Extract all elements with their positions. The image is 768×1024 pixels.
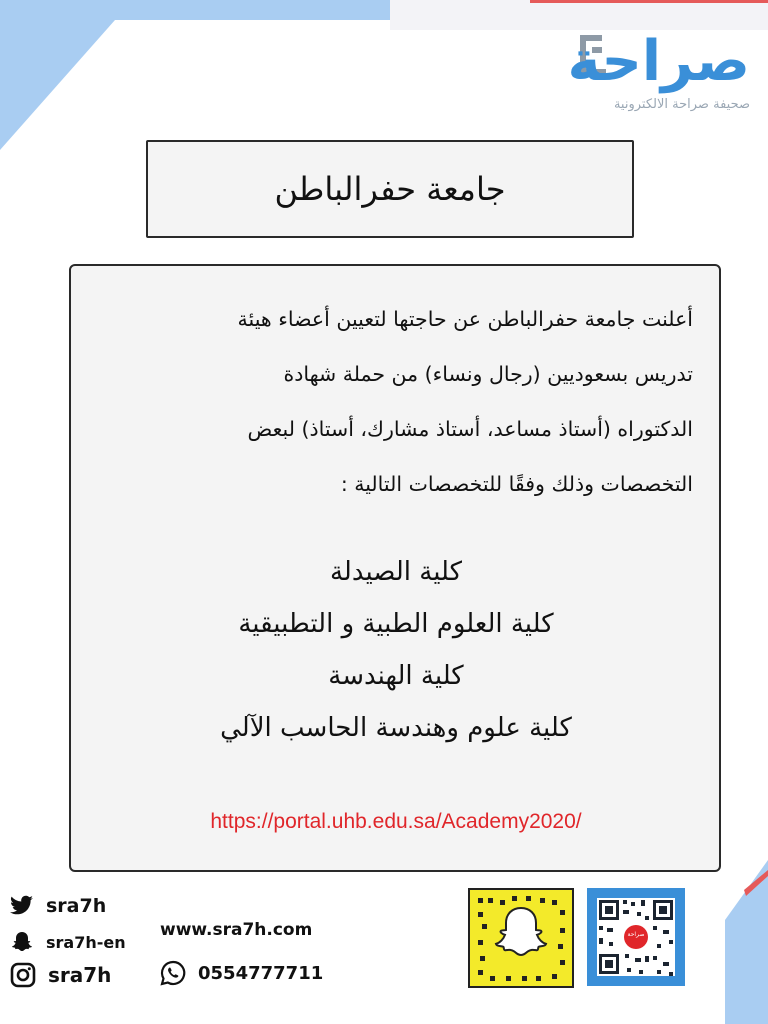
background-top-red-line (530, 0, 768, 3)
logo-tagline: صحيفة صراحة الالكترونية (613, 97, 750, 112)
instagram-row[interactable] (10, 962, 111, 988)
snapcode-icon (470, 890, 572, 986)
twitter-row[interactable] (10, 895, 106, 917)
website-qr-code[interactable] (587, 888, 685, 986)
title-box (146, 140, 634, 238)
website-url: www.sra7h.com (160, 920, 313, 940)
announcement-line: التخصصات وذلك وفقًا للتخصصات التالية : (340, 472, 693, 496)
announcement-line: تدريس بسعوديين (رجال ونساء) من حملة شهادة (283, 362, 693, 386)
college-item: كلية الهندسة (328, 661, 464, 691)
twitter-icon (10, 895, 34, 917)
logo-name: صراحة (567, 29, 750, 94)
announcement-line: أعلنت جامعة حفرالباطن عن حاجتها لتعيين أعضاء هيئة (237, 307, 693, 331)
college-item: كلية الصيدلة (329, 557, 463, 587)
announcement-text (121, 292, 693, 512)
announcement-line: الدكتوراه (أستاذ مساعد، أستاذ مشارك، أستاذ) لبعض (247, 417, 693, 441)
whatsapp-icon (160, 960, 186, 986)
instagram-icon (10, 962, 36, 988)
snapchat-row[interactable] (10, 930, 126, 954)
college-list (71, 546, 721, 754)
instagram-handle: sra7h (48, 963, 112, 987)
page-title: جامعة حفرالباطن (274, 170, 506, 208)
snapchat-qr-code[interactable] (468, 888, 574, 988)
whatsapp-number: 0554777711 (198, 962, 324, 984)
portal-link[interactable]: https://portal.uhb.edu.sa/Academy2020/ (210, 810, 582, 833)
snapchat-icon (10, 930, 34, 954)
sra7h-logo (560, 25, 760, 115)
announcement-box (69, 264, 721, 872)
snapchat-handle: sra7h-en (46, 932, 126, 952)
background-right-panel (725, 860, 768, 1024)
whatsapp-row[interactable] (160, 960, 323, 986)
qr-badge-text: صراحة (627, 931, 645, 938)
college-item: كلية علوم وهندسة الحاسب الآلي (220, 713, 572, 743)
college-item: كلية العلوم الطبية و التطبيقية (238, 609, 554, 639)
website-row[interactable] (160, 920, 312, 940)
twitter-handle: sra7h (46, 895, 107, 917)
